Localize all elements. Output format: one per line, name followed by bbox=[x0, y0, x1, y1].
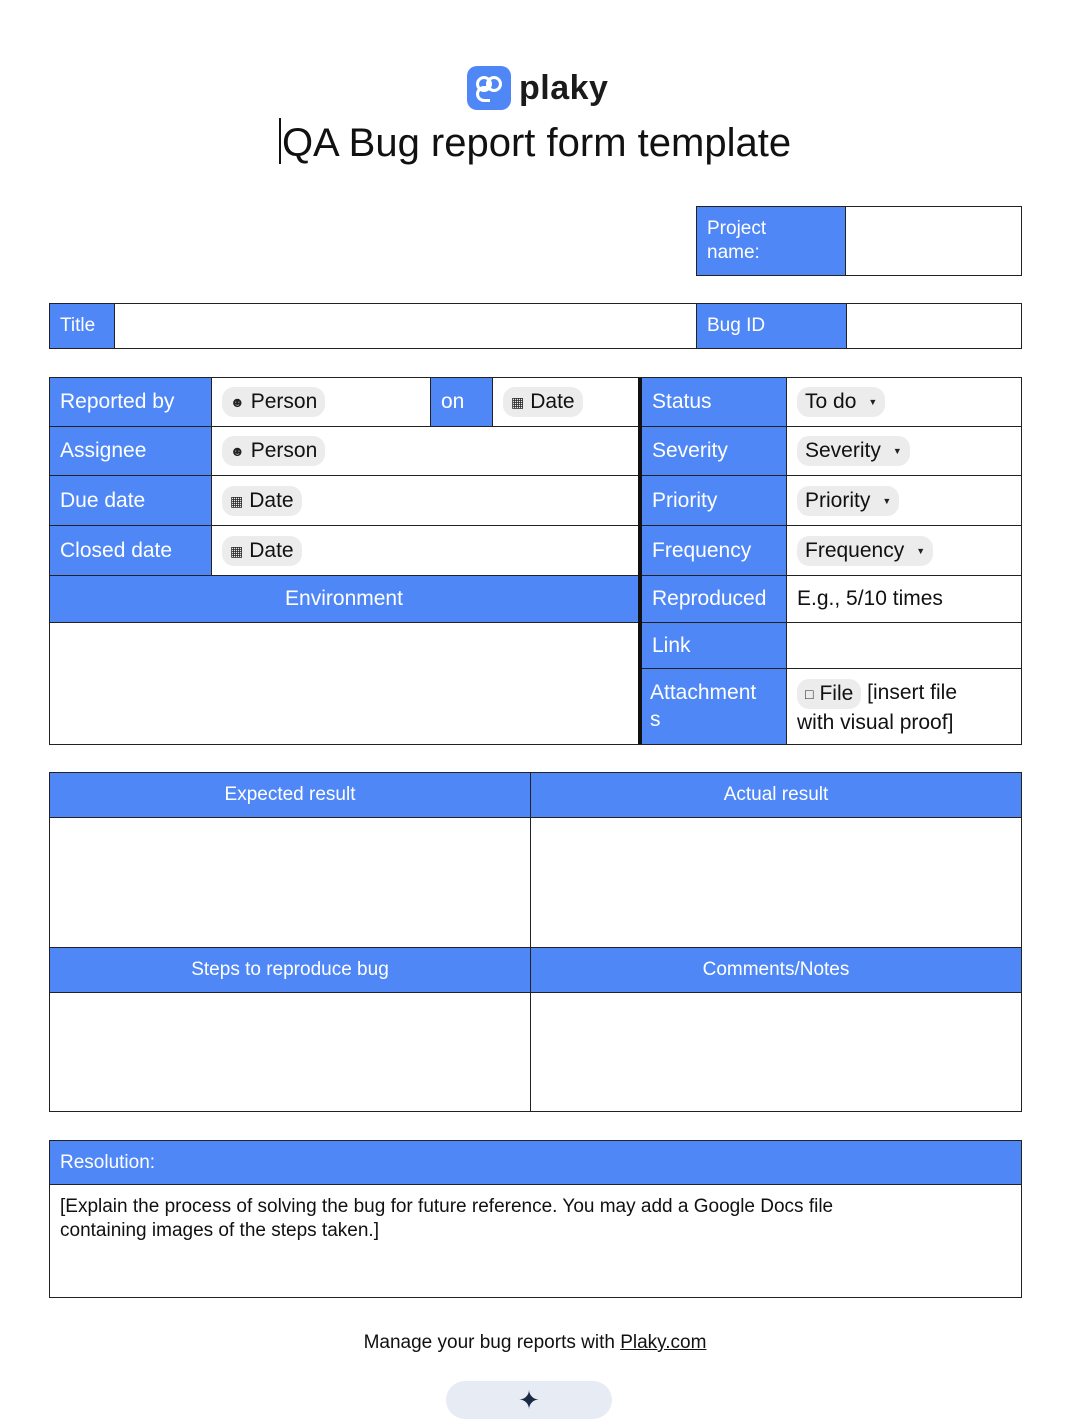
priority-cell bbox=[787, 476, 1021, 525]
assignee-cell bbox=[212, 427, 638, 475]
comments-label: Comments/Notes bbox=[702, 959, 850, 980]
due-date-cell bbox=[212, 476, 638, 525]
attachments-label-line-2: s bbox=[650, 708, 661, 731]
due-date-label-cell bbox=[50, 476, 211, 525]
reported-date-chip[interactable]: ▦ Date bbox=[503, 387, 583, 417]
on-label: on bbox=[441, 390, 465, 413]
person-icon: ☻ bbox=[230, 394, 245, 410]
reported-date-cell bbox=[493, 378, 638, 426]
environment-input[interactable] bbox=[50, 623, 638, 744]
closed-date-label-cell bbox=[50, 526, 211, 575]
bug-id-input[interactable] bbox=[847, 304, 1021, 348]
assignee-person-chip[interactable]: ☻ Person bbox=[222, 436, 325, 466]
attachment-note-line-1: [insert file bbox=[867, 681, 958, 704]
footer-link[interactable]: Plaky.com bbox=[620, 1332, 707, 1353]
title-label: Title bbox=[60, 315, 96, 336]
priority-label-cell bbox=[642, 476, 786, 525]
frequency-cell bbox=[787, 526, 1021, 575]
reproduced-label: Reproduced bbox=[652, 587, 767, 610]
frequency-label-cell bbox=[642, 526, 786, 575]
bug-id-label: Bug ID bbox=[707, 315, 766, 336]
due-date-label: Due date bbox=[60, 488, 146, 512]
priority-dropdown[interactable]: Priority ▼ bbox=[797, 486, 899, 516]
assignee-label-cell bbox=[50, 427, 211, 475]
reported-by-label-cell bbox=[50, 378, 211, 426]
status-dropdown[interactable]: To do ▼ bbox=[797, 387, 885, 417]
resolution-input[interactable] bbox=[50, 1185, 1021, 1297]
reproduced-value: E.g., 5/10 times bbox=[797, 587, 943, 610]
on-label-cell bbox=[431, 378, 492, 426]
document-title-text: QA Bug report form template bbox=[281, 121, 792, 165]
severity-dropdown[interactable]: Severity ▼ bbox=[797, 436, 910, 466]
environment-label: Environment bbox=[285, 587, 403, 610]
text-cursor bbox=[279, 118, 281, 164]
sparkle-icon: ✦ bbox=[518, 1384, 540, 1415]
project-name-input[interactable] bbox=[846, 207, 1021, 275]
actual-result-label: Actual result bbox=[723, 784, 829, 805]
due-date-chip[interactable]: ▦ Date bbox=[222, 486, 302, 516]
severity-label: Severity bbox=[652, 439, 728, 462]
resolution-header bbox=[50, 1141, 1021, 1184]
actual-result-header bbox=[531, 773, 1021, 817]
status-cell bbox=[787, 378, 1021, 426]
reported-by-person-chip[interactable]: ☻ Person bbox=[222, 387, 325, 417]
severity-label-cell bbox=[642, 427, 786, 475]
steps-header bbox=[50, 948, 530, 992]
caret-down-icon: ▼ bbox=[882, 495, 892, 506]
link-label-cell bbox=[642, 623, 786, 668]
attachment-note-line-2: with visual proof] bbox=[797, 711, 954, 734]
footer-promo bbox=[0, 1332, 1070, 1354]
footer-text: Manage your bug reports with bbox=[363, 1332, 621, 1353]
calendar-icon: ▦ bbox=[230, 492, 244, 509]
link-input[interactable] bbox=[787, 623, 1021, 668]
file-icon: □ bbox=[805, 686, 814, 702]
attachment-file-chip[interactable]: □ File bbox=[797, 679, 861, 709]
title-input[interactable] bbox=[115, 304, 696, 348]
closed-date-label: Closed date bbox=[60, 538, 173, 562]
plaky-logo-icon bbox=[467, 66, 511, 110]
attachments-label-cell bbox=[642, 669, 786, 744]
expected-result-header bbox=[50, 773, 530, 817]
comments-header bbox=[531, 948, 1021, 992]
expected-result-input[interactable] bbox=[50, 818, 530, 947]
sparkle-button[interactable] bbox=[446, 1381, 612, 1419]
frequency-dropdown[interactable]: Frequency ▼ bbox=[797, 536, 933, 566]
frequency-label: Frequency bbox=[652, 538, 752, 562]
priority-label: Priority bbox=[652, 488, 718, 512]
title-label-cell bbox=[50, 304, 114, 348]
status-label-cell bbox=[642, 378, 786, 426]
document-title[interactable] bbox=[0, 118, 1070, 166]
logo-wordmark: plaky bbox=[519, 68, 609, 107]
calendar-icon: ▦ bbox=[230, 542, 244, 559]
calendar-icon: ▦ bbox=[511, 394, 525, 410]
assignee-label: Assignee bbox=[60, 439, 147, 462]
project-name-label: Project name: bbox=[707, 218, 767, 263]
steps-input[interactable] bbox=[50, 993, 530, 1111]
status-label: Status bbox=[652, 390, 712, 413]
caret-down-icon: ▼ bbox=[892, 446, 902, 456]
resolution-label: Resolution: bbox=[60, 1151, 156, 1173]
project-name-label-cell bbox=[697, 207, 845, 275]
closed-date-cell bbox=[212, 526, 638, 575]
resolution-text-line-1: [Explain the process of solving the bug for future reference. You may add a Google Docs file bbox=[60, 1196, 834, 1217]
attachments-label-line-1: Attachment bbox=[650, 681, 757, 704]
closed-date-chip[interactable]: ▦ Date bbox=[222, 536, 302, 566]
plaky-logo bbox=[467, 66, 608, 110]
resolution-text-line-2: containing images of the steps taken.] bbox=[60, 1220, 379, 1241]
environment-header bbox=[50, 576, 638, 622]
steps-label: Steps to reproduce bug bbox=[191, 959, 389, 980]
comments-input[interactable] bbox=[531, 993, 1021, 1111]
bug-id-label-cell bbox=[697, 304, 846, 348]
caret-down-icon: ▼ bbox=[916, 545, 926, 556]
actual-result-input[interactable] bbox=[531, 818, 1021, 947]
attachments-cell bbox=[787, 669, 1021, 744]
severity-cell bbox=[787, 427, 1021, 475]
link-label: Link bbox=[652, 633, 691, 657]
reported-by-cell bbox=[212, 378, 430, 426]
reported-by-label: Reported by bbox=[60, 390, 175, 413]
reproduced-label-cell bbox=[642, 576, 786, 622]
expected-result-label: Expected result bbox=[224, 784, 356, 805]
person-icon: ☻ bbox=[230, 443, 245, 459]
reproduced-cell[interactable] bbox=[787, 576, 1021, 622]
caret-down-icon: ▼ bbox=[868, 397, 878, 407]
